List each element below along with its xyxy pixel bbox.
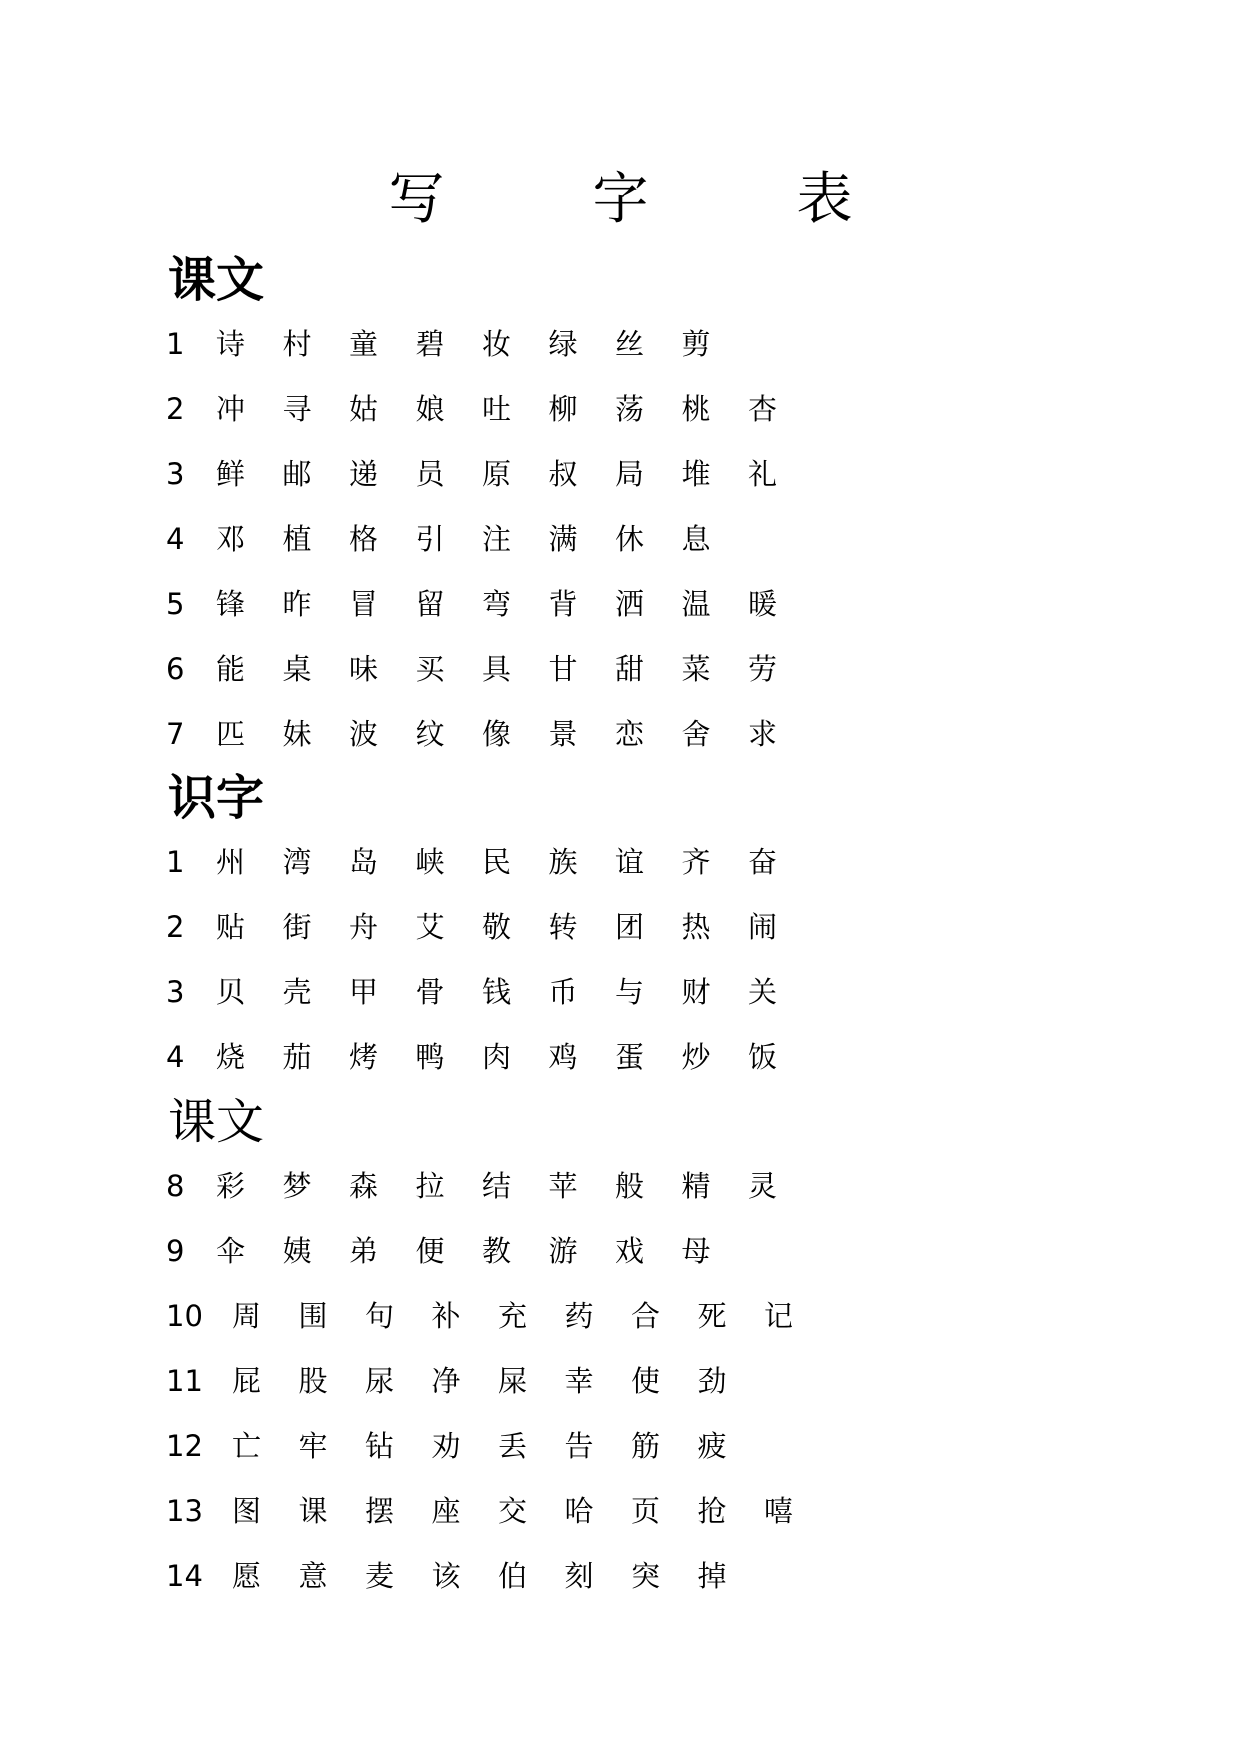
char-cell: 舟 bbox=[349, 910, 379, 944]
char-cell: 交 bbox=[498, 1494, 528, 1528]
char-cell: 暖 bbox=[748, 587, 778, 621]
char-cell: 桃 bbox=[681, 392, 711, 426]
char-cell: 甜 bbox=[615, 652, 645, 686]
char-cell: 岛 bbox=[349, 845, 379, 879]
char-row bbox=[166, 1486, 831, 1536]
section-heading-kewen-2: 课文 bbox=[168, 1094, 265, 1150]
char-cell: 结 bbox=[482, 1169, 512, 1203]
char-cell: 敬 bbox=[482, 910, 512, 944]
char-cell: 钻 bbox=[365, 1429, 395, 1463]
char-cell: 烧 bbox=[216, 1040, 246, 1074]
char-cell: 钱 bbox=[482, 975, 512, 1009]
char-row bbox=[166, 1356, 764, 1406]
char-cell: 牢 bbox=[298, 1429, 328, 1463]
row-number: 2 bbox=[166, 392, 185, 426]
char-cell: 合 bbox=[631, 1299, 661, 1333]
char-cell: 充 bbox=[498, 1299, 528, 1333]
char-cell: 便 bbox=[415, 1234, 445, 1268]
char-cell: 温 bbox=[681, 587, 711, 621]
char-cell: 劲 bbox=[697, 1364, 727, 1398]
char-cell: 邓 bbox=[216, 522, 246, 556]
char-cell: 递 bbox=[349, 457, 379, 491]
char-cell: 财 bbox=[681, 975, 711, 1009]
char-cell: 绿 bbox=[548, 327, 578, 361]
char-cell: 剪 bbox=[681, 327, 711, 361]
char-cell: 植 bbox=[282, 522, 312, 556]
char-cell: 像 bbox=[482, 717, 512, 751]
char-row bbox=[166, 1161, 815, 1211]
row-number: 5 bbox=[166, 587, 185, 621]
char-cell: 转 bbox=[548, 910, 578, 944]
char-cell: 鸭 bbox=[415, 1040, 445, 1074]
char-cell: 团 bbox=[615, 910, 645, 944]
char-cell: 杏 bbox=[748, 392, 778, 426]
char-row bbox=[166, 319, 748, 369]
char-cell: 民 bbox=[482, 845, 512, 879]
char-cell: 奋 bbox=[748, 845, 778, 879]
row-number: 13 bbox=[166, 1494, 203, 1528]
char-cell: 鲜 bbox=[216, 457, 246, 491]
char-cell: 贴 bbox=[216, 910, 246, 944]
char-cell: 波 bbox=[349, 717, 379, 751]
char-cell: 姨 bbox=[282, 1234, 312, 1268]
char-cell: 具 bbox=[482, 652, 512, 686]
row-number: 4 bbox=[166, 522, 185, 556]
char-row bbox=[166, 902, 815, 952]
char-cell: 荡 bbox=[615, 392, 645, 426]
char-cell: 碧 bbox=[415, 327, 445, 361]
char-cell: 灵 bbox=[748, 1169, 778, 1203]
char-cell: 骨 bbox=[415, 975, 445, 1009]
char-row bbox=[166, 579, 815, 629]
row-number: 9 bbox=[166, 1234, 185, 1268]
char-row bbox=[166, 1032, 815, 1082]
char-cell: 邮 bbox=[282, 457, 312, 491]
char-row bbox=[166, 1421, 764, 1471]
char-cell: 壳 bbox=[282, 975, 312, 1009]
char-cell: 摆 bbox=[365, 1494, 395, 1528]
char-cell: 村 bbox=[282, 327, 312, 361]
char-cell: 州 bbox=[216, 845, 246, 879]
char-cell: 句 bbox=[365, 1299, 395, 1333]
char-cell: 梦 bbox=[282, 1169, 312, 1203]
char-row bbox=[166, 449, 815, 499]
char-cell: 能 bbox=[216, 652, 246, 686]
char-cell: 彩 bbox=[216, 1169, 246, 1203]
char-cell: 座 bbox=[431, 1494, 461, 1528]
row-number: 8 bbox=[166, 1169, 185, 1203]
page-title: 写 字 表 bbox=[388, 167, 899, 232]
char-row bbox=[166, 644, 815, 694]
char-cell: 息 bbox=[681, 522, 711, 556]
char-cell: 苹 bbox=[548, 1169, 578, 1203]
char-cell: 伞 bbox=[216, 1234, 246, 1268]
char-cell: 尿 bbox=[365, 1364, 395, 1398]
char-cell: 该 bbox=[431, 1559, 461, 1593]
row-number: 11 bbox=[166, 1364, 203, 1398]
char-row bbox=[166, 1291, 831, 1341]
row-number: 6 bbox=[166, 652, 185, 686]
char-cell: 丢 bbox=[498, 1429, 528, 1463]
char-cell: 刻 bbox=[564, 1559, 594, 1593]
row-number: 3 bbox=[166, 975, 185, 1009]
char-cell: 吐 bbox=[482, 392, 512, 426]
char-cell: 使 bbox=[631, 1364, 661, 1398]
char-cell: 味 bbox=[349, 652, 379, 686]
char-cell: 记 bbox=[764, 1299, 794, 1333]
char-row bbox=[166, 384, 815, 434]
char-cell: 堆 bbox=[681, 457, 711, 491]
char-cell: 劝 bbox=[431, 1429, 461, 1463]
char-cell: 麦 bbox=[365, 1559, 395, 1593]
char-cell: 局 bbox=[615, 457, 645, 491]
char-cell: 景 bbox=[548, 717, 578, 751]
char-cell: 舍 bbox=[681, 717, 711, 751]
char-cell: 昨 bbox=[282, 587, 312, 621]
char-cell: 叔 bbox=[548, 457, 578, 491]
char-cell: 妆 bbox=[482, 327, 512, 361]
char-cell: 满 bbox=[548, 522, 578, 556]
char-cell: 蛋 bbox=[615, 1040, 645, 1074]
char-cell: 与 bbox=[615, 975, 645, 1009]
char-cell: 鸡 bbox=[548, 1040, 578, 1074]
char-row bbox=[166, 514, 748, 564]
char-cell: 匹 bbox=[216, 717, 246, 751]
char-cell: 柳 bbox=[548, 392, 578, 426]
char-cell: 注 bbox=[482, 522, 512, 556]
char-row bbox=[166, 1551, 764, 1601]
char-cell: 亡 bbox=[232, 1429, 262, 1463]
char-cell: 谊 bbox=[615, 845, 645, 879]
char-cell: 贝 bbox=[216, 975, 246, 1009]
char-cell: 恋 bbox=[615, 717, 645, 751]
char-cell: 劳 bbox=[748, 652, 778, 686]
char-cell: 峡 bbox=[415, 845, 445, 879]
char-cell: 街 bbox=[282, 910, 312, 944]
char-cell: 茄 bbox=[282, 1040, 312, 1074]
char-cell: 背 bbox=[548, 587, 578, 621]
char-cell: 礼 bbox=[748, 457, 778, 491]
char-cell: 围 bbox=[298, 1299, 328, 1333]
char-cell: 锋 bbox=[216, 587, 246, 621]
row-number: 10 bbox=[166, 1299, 203, 1333]
char-cell: 热 bbox=[681, 910, 711, 944]
char-cell: 诗 bbox=[216, 327, 246, 361]
char-cell: 告 bbox=[564, 1429, 594, 1463]
row-number: 7 bbox=[166, 717, 185, 751]
char-cell: 娘 bbox=[415, 392, 445, 426]
char-cell: 关 bbox=[748, 975, 778, 1009]
char-cell: 齐 bbox=[681, 845, 711, 879]
char-row bbox=[166, 967, 815, 1017]
char-cell: 休 bbox=[615, 522, 645, 556]
char-cell: 童 bbox=[349, 327, 379, 361]
row-number: 1 bbox=[166, 845, 185, 879]
char-cell: 戏 bbox=[615, 1234, 645, 1268]
char-cell: 肉 bbox=[482, 1040, 512, 1074]
char-cell: 意 bbox=[298, 1559, 328, 1593]
char-cell: 纹 bbox=[415, 717, 445, 751]
row-number: 1 bbox=[166, 327, 185, 361]
char-cell: 族 bbox=[548, 845, 578, 879]
char-cell: 股 bbox=[298, 1364, 328, 1398]
row-number: 12 bbox=[166, 1429, 203, 1463]
char-cell: 死 bbox=[697, 1299, 727, 1333]
char-cell: 周 bbox=[232, 1299, 262, 1333]
char-cell: 冲 bbox=[216, 392, 246, 426]
char-cell: 引 bbox=[415, 522, 445, 556]
char-cell: 闹 bbox=[748, 910, 778, 944]
char-cell: 桌 bbox=[282, 652, 312, 686]
char-cell: 游 bbox=[548, 1234, 578, 1268]
char-cell: 姑 bbox=[349, 392, 379, 426]
char-cell: 炒 bbox=[681, 1040, 711, 1074]
row-number: 3 bbox=[166, 457, 185, 491]
char-cell: 森 bbox=[349, 1169, 379, 1203]
char-cell: 烤 bbox=[349, 1040, 379, 1074]
char-cell: 币 bbox=[548, 975, 578, 1009]
char-cell: 图 bbox=[232, 1494, 262, 1528]
char-cell: 筋 bbox=[631, 1429, 661, 1463]
char-cell: 抢 bbox=[697, 1494, 727, 1528]
char-cell: 精 bbox=[681, 1169, 711, 1203]
char-cell: 屁 bbox=[232, 1364, 262, 1398]
char-cell: 母 bbox=[681, 1234, 711, 1268]
char-cell: 湾 bbox=[282, 845, 312, 879]
char-cell: 愿 bbox=[232, 1559, 262, 1593]
char-cell: 伯 bbox=[498, 1559, 528, 1593]
char-cell: 净 bbox=[431, 1364, 461, 1398]
char-cell: 般 bbox=[615, 1169, 645, 1203]
char-cell: 菜 bbox=[681, 652, 711, 686]
section-heading-shizi: 识字 bbox=[168, 770, 265, 826]
row-number: 14 bbox=[166, 1559, 203, 1593]
row-number: 2 bbox=[166, 910, 185, 944]
char-cell: 教 bbox=[482, 1234, 512, 1268]
char-cell: 员 bbox=[415, 457, 445, 491]
char-cell: 药 bbox=[564, 1299, 594, 1333]
char-cell: 哈 bbox=[564, 1494, 594, 1528]
char-cell: 幸 bbox=[564, 1364, 594, 1398]
char-cell: 屎 bbox=[498, 1364, 528, 1398]
char-cell: 页 bbox=[631, 1494, 661, 1528]
char-row bbox=[166, 1226, 748, 1276]
char-cell: 课 bbox=[298, 1494, 328, 1528]
char-cell: 留 bbox=[415, 587, 445, 621]
char-cell: 艾 bbox=[415, 910, 445, 944]
char-cell: 突 bbox=[631, 1559, 661, 1593]
char-cell: 求 bbox=[748, 717, 778, 751]
char-cell: 原 bbox=[482, 457, 512, 491]
char-cell: 甘 bbox=[548, 652, 578, 686]
char-cell: 甲 bbox=[349, 975, 379, 1009]
char-cell: 寻 bbox=[282, 392, 312, 426]
char-cell: 拉 bbox=[415, 1169, 445, 1203]
char-cell: 妹 bbox=[282, 717, 312, 751]
char-cell: 丝 bbox=[615, 327, 645, 361]
char-cell: 补 bbox=[431, 1299, 461, 1333]
char-cell: 疲 bbox=[697, 1429, 727, 1463]
char-cell: 洒 bbox=[615, 587, 645, 621]
char-cell: 买 bbox=[415, 652, 445, 686]
row-number: 4 bbox=[166, 1040, 185, 1074]
char-row bbox=[166, 837, 815, 887]
char-cell: 冒 bbox=[349, 587, 379, 621]
char-cell: 弯 bbox=[482, 587, 512, 621]
char-cell: 嘻 bbox=[764, 1494, 794, 1528]
char-cell: 格 bbox=[349, 522, 379, 556]
char-cell: 饭 bbox=[748, 1040, 778, 1074]
char-cell: 掉 bbox=[697, 1559, 727, 1593]
char-cell: 弟 bbox=[349, 1234, 379, 1268]
section-heading-kewen-1: 课文 bbox=[168, 252, 265, 308]
char-row bbox=[166, 709, 815, 759]
